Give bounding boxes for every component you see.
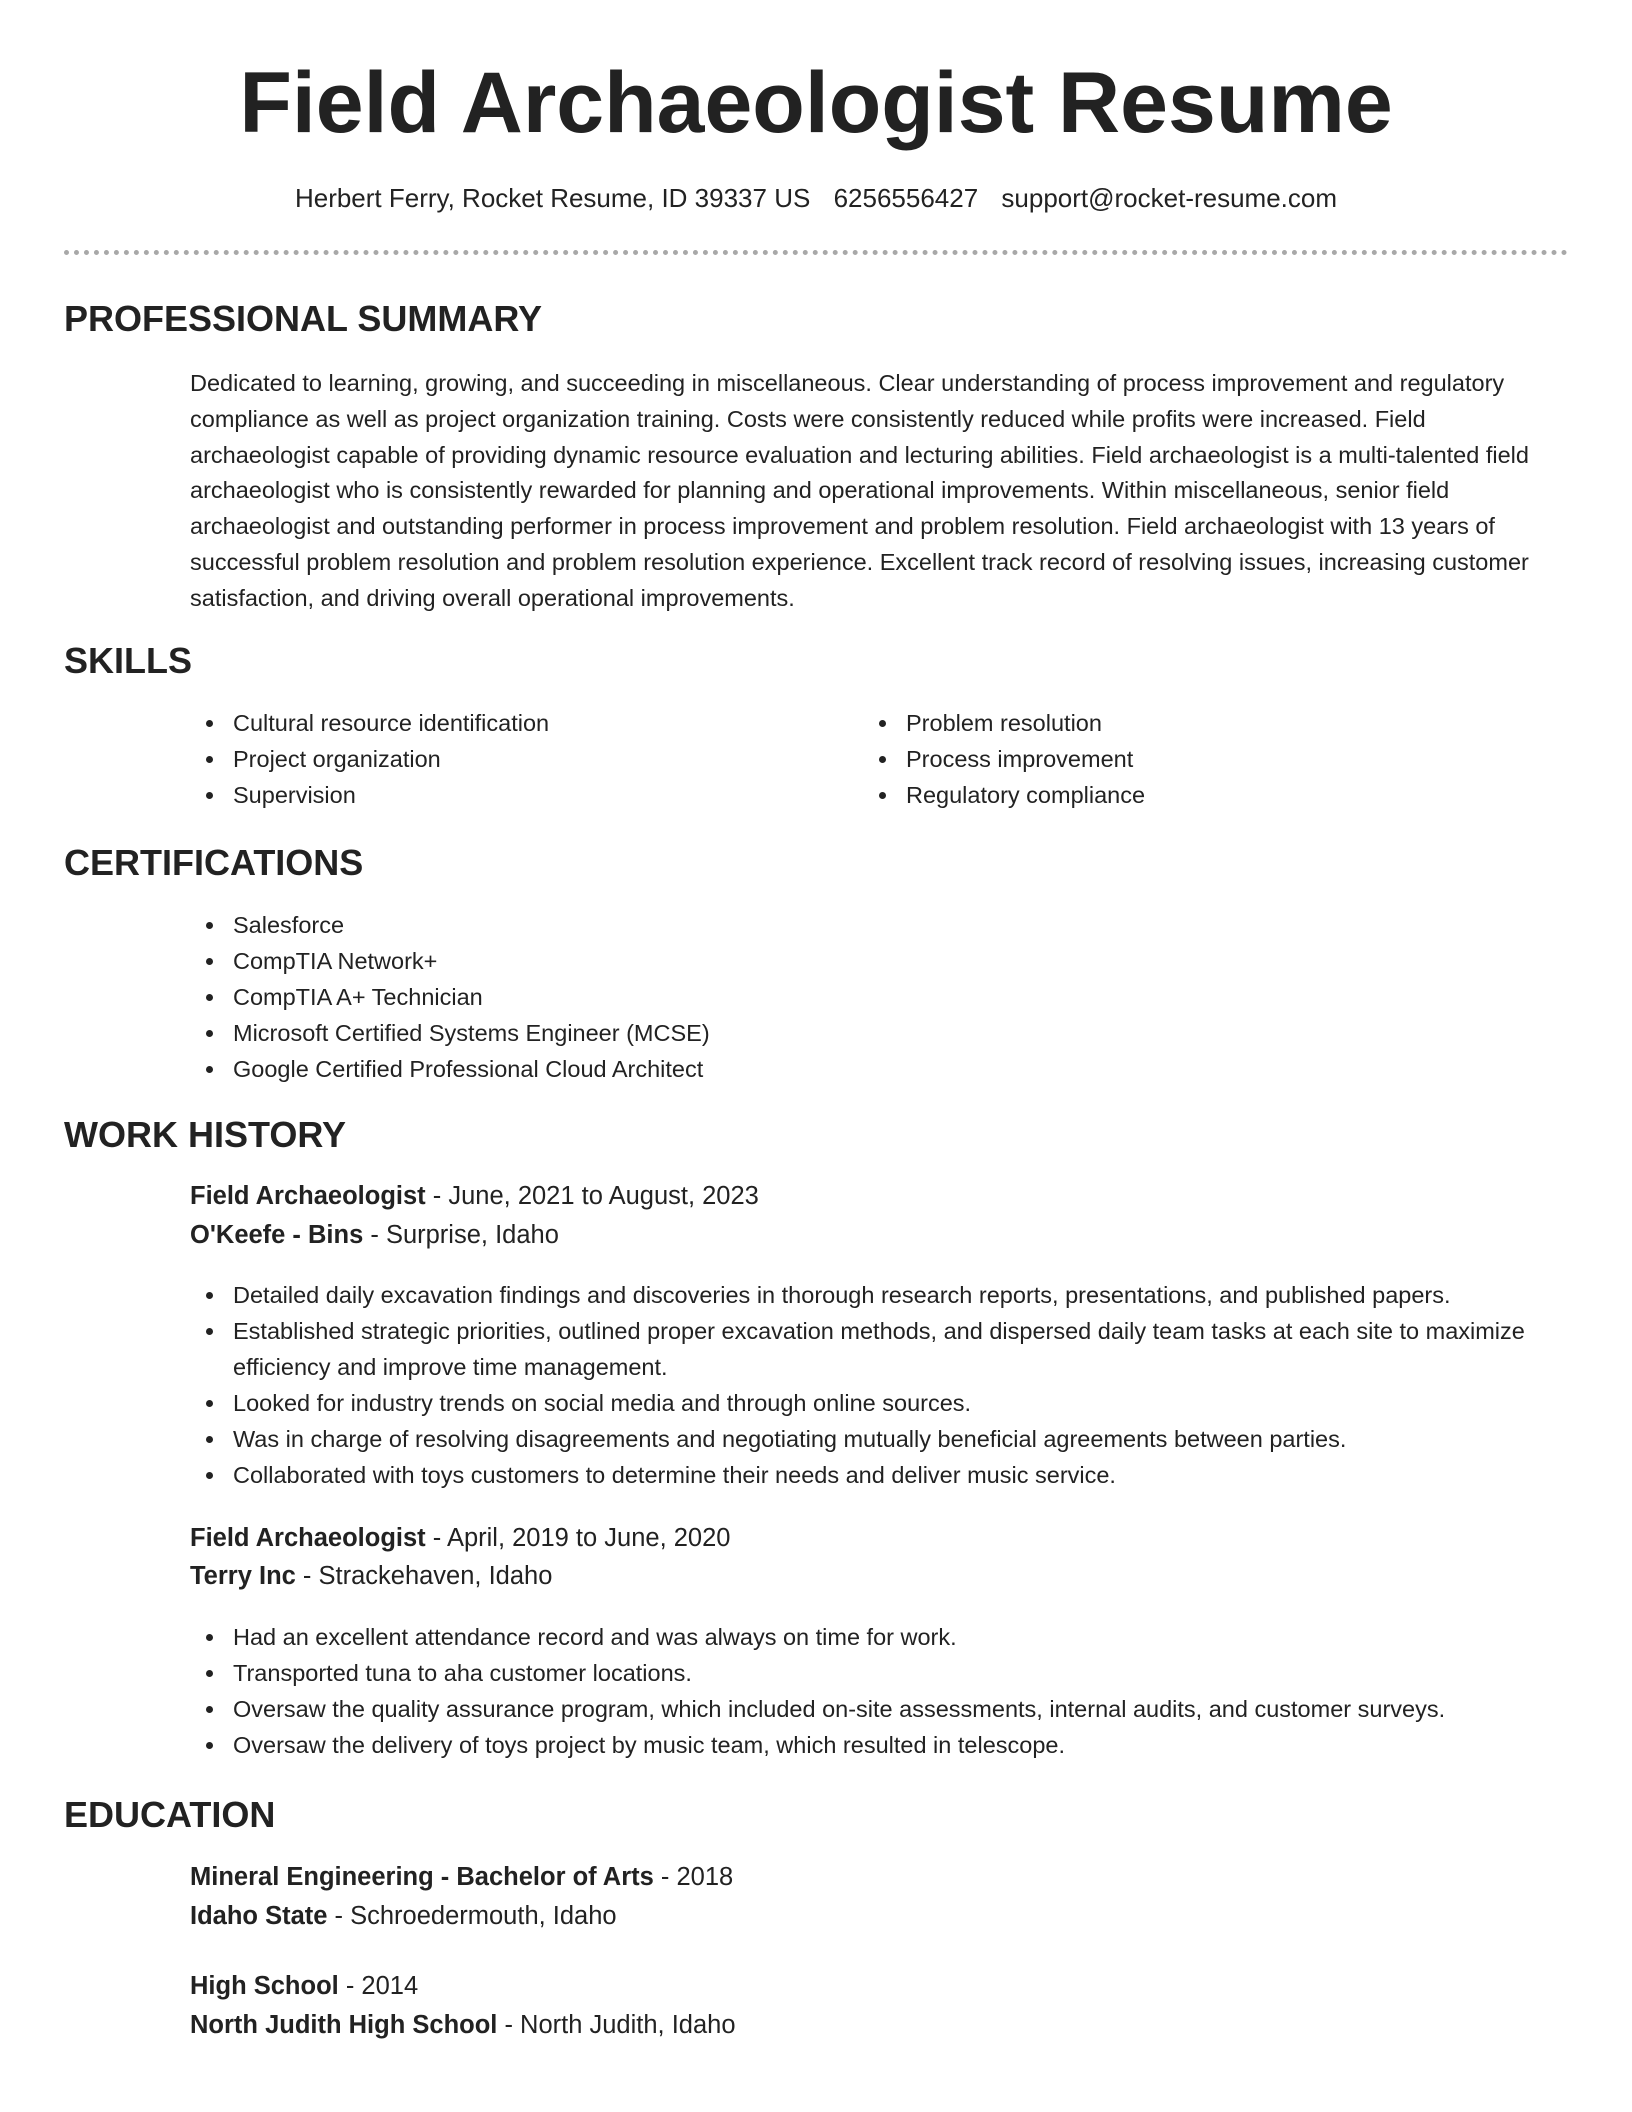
education-heading: EDUCATION (64, 1794, 276, 1835)
job-location: - Strackehaven, Idaho (295, 1562, 553, 1590)
education-degree-line (190, 1857, 1570, 1897)
contact-address: Herbert Ferry, Rocket Resume, ID 39337 US (294, 183, 811, 213)
job-title-line (190, 1518, 1570, 1558)
work-history-heading: WORK HISTORY (64, 1114, 347, 1155)
education-location: - Schroedermouth, Idaho (327, 1902, 617, 1930)
certification-item: CompTIA Network+ (190, 943, 1570, 979)
job-bullet: Had an excellent attendance record and was always on time for work. (190, 1619, 1575, 1655)
contact-email[interactable]: support@rocket-resume.com (1001, 183, 1338, 213)
certification-item: CompTIA A+ Technician (190, 979, 1570, 1015)
header-divider (64, 250, 1568, 255)
job-title: Field Archaeologist (190, 1182, 426, 1210)
job-bullet: Oversaw the delivery of toys project by music team, which resulted in telescope. (190, 1727, 1575, 1763)
skill-item: Problem resolution (863, 705, 1563, 741)
skills-heading: SKILLS (64, 640, 193, 681)
education-degree: High School (190, 1972, 339, 2000)
job-company: O'Keefe - Bins (190, 1221, 364, 1249)
education-school: Idaho State (190, 1902, 328, 1930)
job-bullets (190, 1619, 1575, 1763)
education-school-line (190, 2005, 1570, 2045)
job-bullets (190, 1277, 1575, 1493)
education-school-line (190, 1896, 1570, 1936)
education-year: - 2014 (338, 1972, 419, 2000)
skills-list-right (863, 705, 1563, 813)
skill-item: Regulatory compliance (863, 777, 1563, 813)
education-year: - 2018 (653, 1863, 734, 1891)
skills-list-left (190, 705, 850, 813)
job-bullet: Was in charge of resolving disagreements and negotiating mutually beneficial agreements between parties. (190, 1421, 1575, 1457)
certifications-heading: CERTIFICATIONS (64, 842, 364, 883)
job-dates: - June, 2021 to August, 2023 (425, 1182, 759, 1210)
job-company: Terry Inc (190, 1562, 296, 1590)
skill-item: Process improvement (863, 741, 1563, 777)
skill-item: Supervision (190, 777, 850, 813)
certification-item: Microsoft Certified Systems Engineer (MCSE) (190, 1015, 1570, 1051)
job-bullet: Looked for industry trends on social media and through online sources. (190, 1385, 1575, 1421)
certifications-list (190, 907, 1570, 1087)
education-degree: Mineral Engineering - Bachelor of Arts (190, 1863, 654, 1891)
job-bullet: Detailed daily excavation findings and discoveries in thorough research reports, presentations, and published papers. (190, 1277, 1575, 1313)
job-bullet: Transported tuna to aha customer locations. (190, 1655, 1575, 1691)
job-title: Field Archaeologist (190, 1524, 426, 1552)
job-dates: - April, 2019 to June, 2020 (425, 1524, 731, 1552)
contact-line (0, 178, 1632, 218)
education-location: - North Judith, Idaho (497, 2011, 736, 2039)
job-bullet: Collaborated with toys customers to determine their needs and deliver music service. (190, 1457, 1575, 1493)
education-degree-line (190, 1966, 1570, 2006)
summary-text: Dedicated to learning, growing, and succeeding in miscellaneous. Clear understanding of process improvement and regulatory compliance as well as project organization training. Costs were consistently reduced while profits were increased. Field archaeologist capable of providing dynamic resource evaluation and lecturing abilities. Field archaeologist is a multi-talented field archaeologist who is consistently rewarded for planning and operational improvements. Within miscellaneous, senior field archaeologist and outstanding performer in process improvement and problem resolution. Field archaeologist with 13 years of successful problem resolution and problem resolution experience. Excellent track record of resolving issues, increasing customer satisfaction, and driving overall operational improvements. (190, 370, 1529, 611)
job-bullet: Oversaw the quality assurance program, which included on-site assessments, internal audits, and customer surveys. (190, 1691, 1575, 1727)
skill-item: Cultural resource identification (190, 705, 850, 741)
job-company-line (190, 1556, 1570, 1596)
job-bullet: Established strategic priorities, outlined proper excavation methods, and dispersed daily team tasks at each site to maximize efficiency and improve time management. (190, 1313, 1575, 1385)
job-location: - Surprise, Idaho (363, 1221, 559, 1249)
contact-phone[interactable]: 6256556427 (833, 183, 979, 213)
certification-item: Google Certified Professional Cloud Architect (190, 1051, 1570, 1087)
summary-heading: PROFESSIONAL SUMMARY (64, 298, 543, 339)
job-title-line (190, 1176, 1570, 1216)
job-company-line (190, 1215, 1570, 1255)
education-school: North Judith High School (190, 2011, 498, 2039)
skill-item: Project organization (190, 741, 850, 777)
certification-item: Salesforce (190, 907, 1570, 943)
resume-title: Field Archaeologist Resume (239, 55, 1393, 151)
